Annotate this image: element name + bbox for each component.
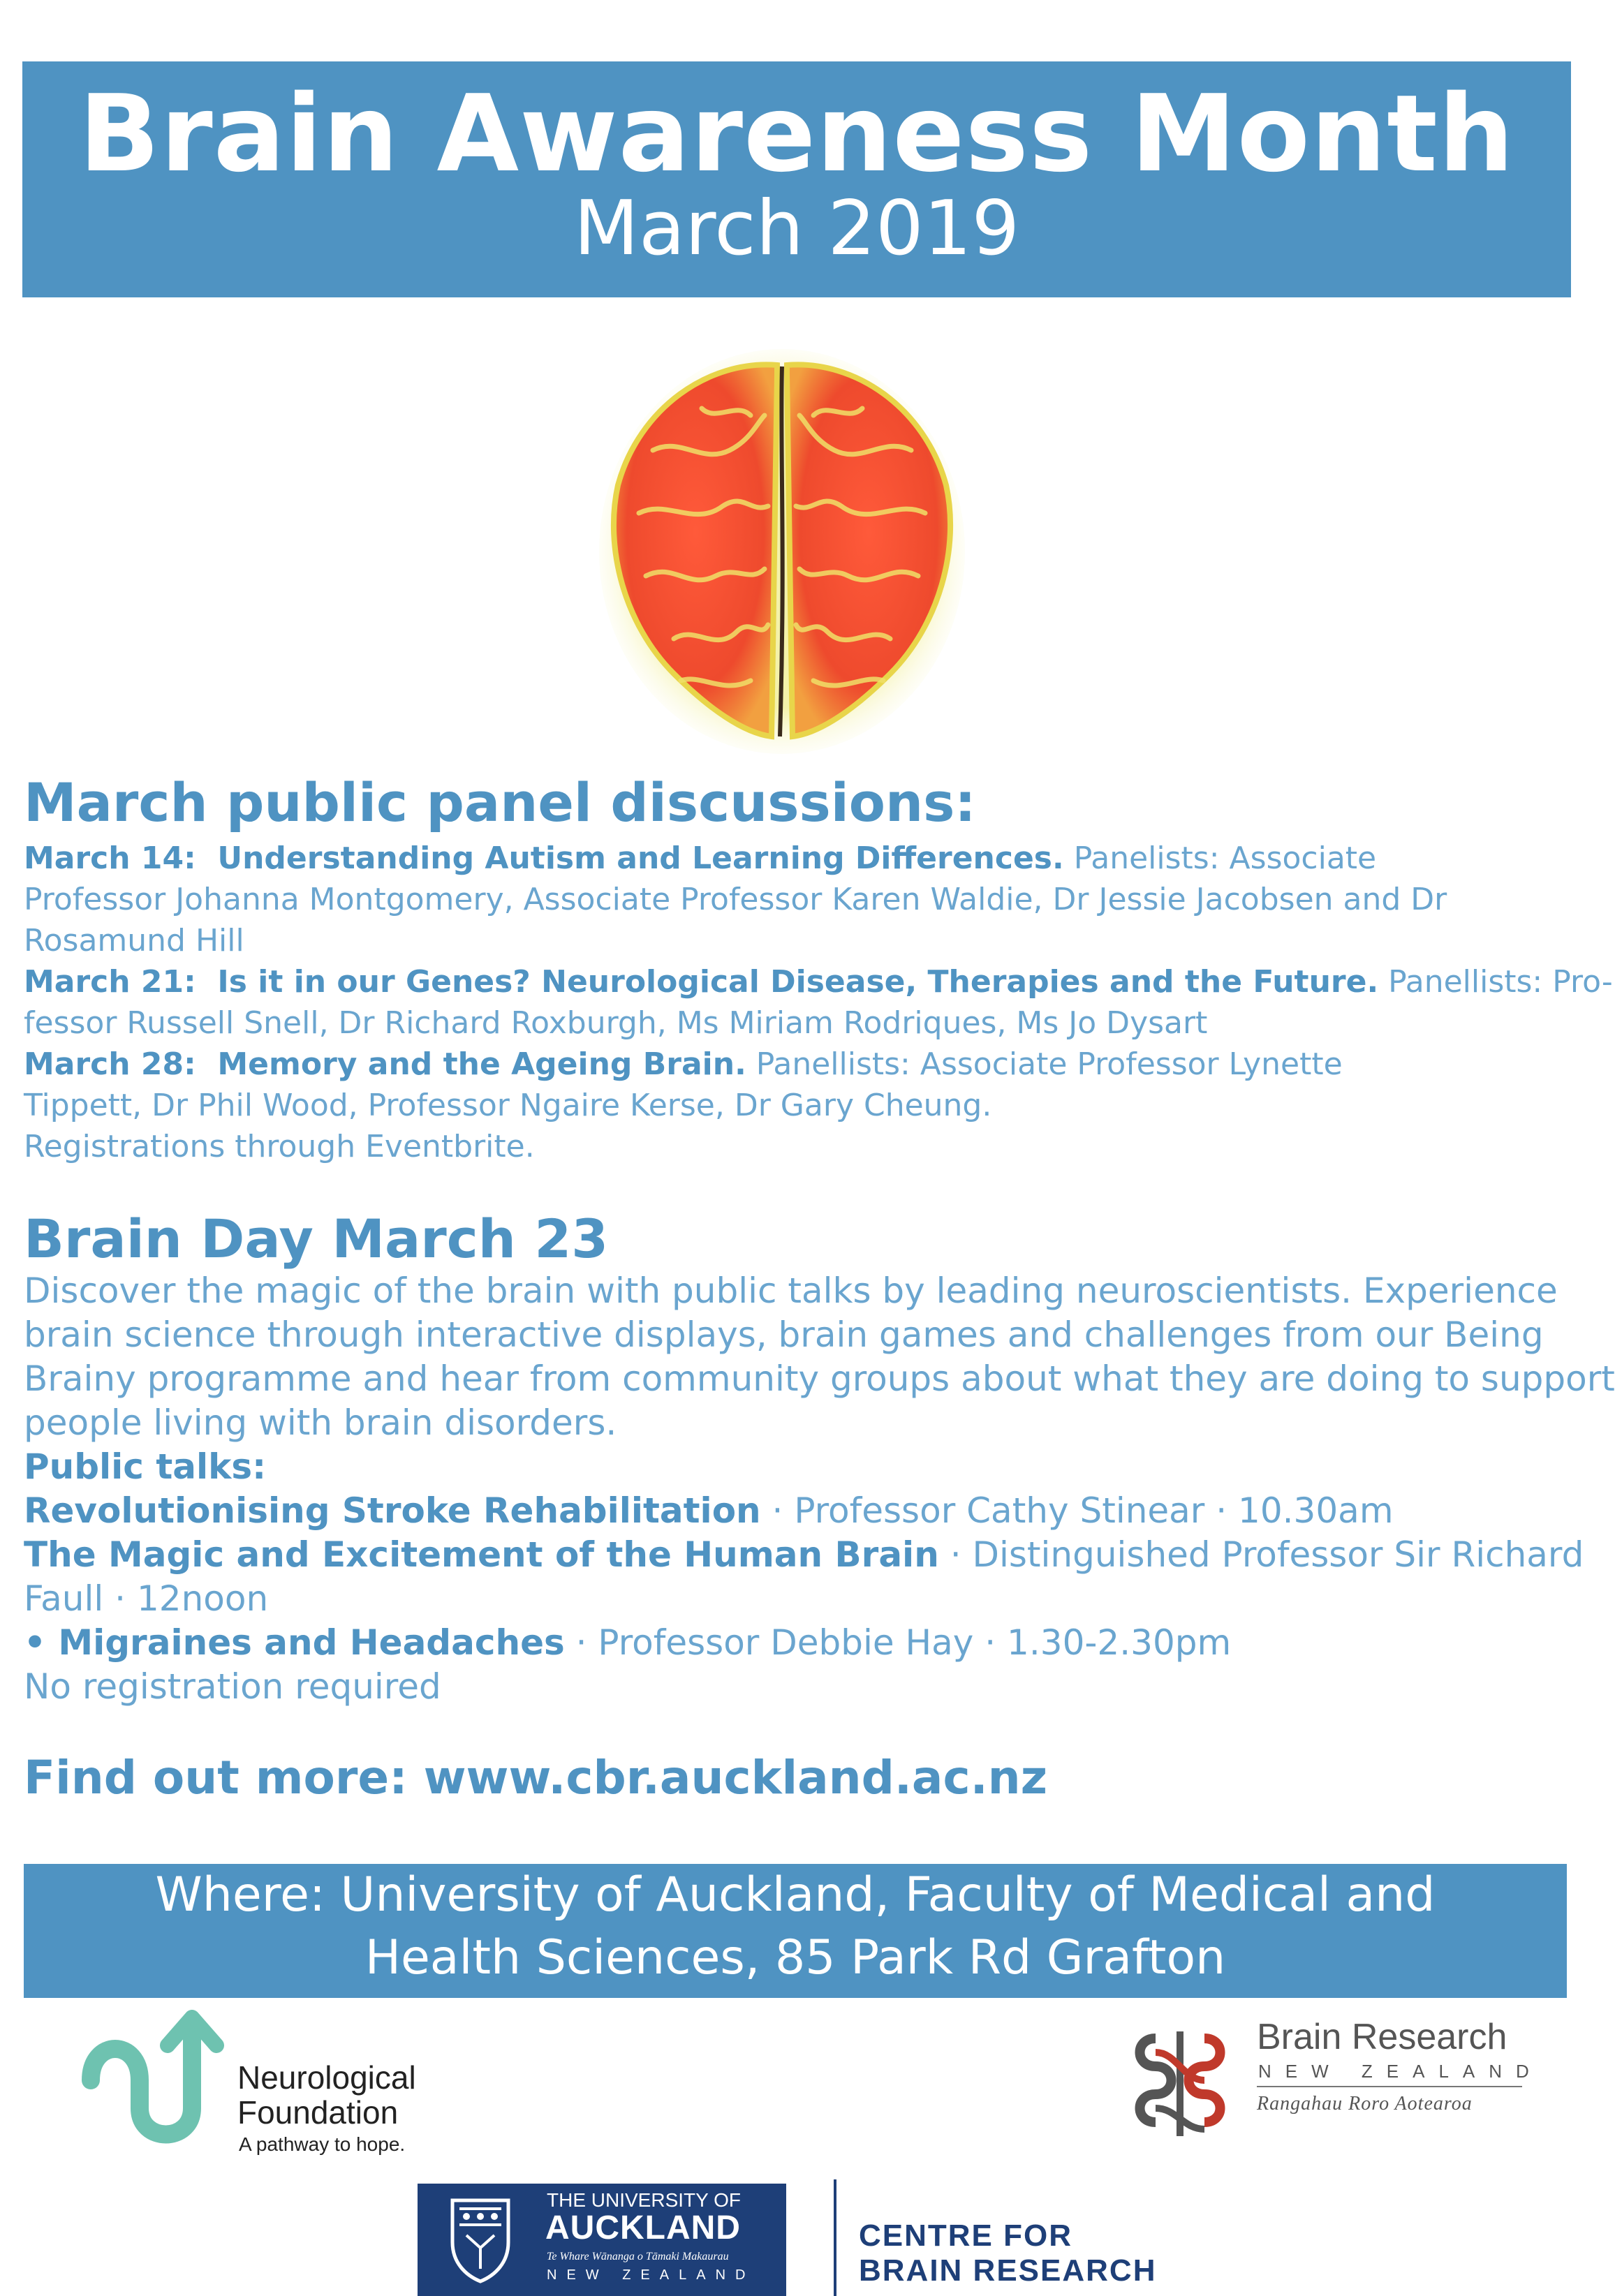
brain-research-nz-logo [1128,2024,1232,2143]
panel-item [24,838,1567,879]
talk-detail: · Professor Debbie Hay · 1.30-2.30pm [564,1622,1232,1663]
talk-item [24,1489,1567,1533]
brain-day-description: brain science through interactive displays, brain games and challenges from our Being [24,1314,1544,1355]
panel-panelists: Professor Johanna Montgomery, Associate Professor Karen Waldie, Dr Jessie Jacobsen and Dr [24,882,1447,917]
venue-banner [24,1864,1567,1998]
venue-line: Where: University of Auckland, Faculty of Medical and [155,1867,1436,1923]
panel-panelists: Panellists: Associate Professor Lynette [755,1046,1343,1082]
brnz-divider [1257,2086,1522,2087]
panel-discussions-list [24,838,1613,1167]
nf-tagline: A pathway to hope. [239,2133,406,2155]
uoa-crest-icon [445,2193,515,2284]
title-banner [22,61,1571,297]
panel-panelists: Tippett, Dr Phil Wood, Professor Ngaire Kerse, Dr Gary Cheung. [24,1088,992,1123]
brain-day-description: Brainy programme and hear from community groups about what they are doing to support [24,1358,1615,1399]
panel-title: Is it in our Genes? Neurological Disease, Therapies and the Future. [217,964,1379,1000]
talk-detail: · Distinguished Professor Sir Richard [938,1534,1584,1575]
talk-detail: · Professor Cathy Stinear · 10.30am [760,1490,1394,1531]
panel-date: March 14: [24,840,196,876]
uoa-line4: NEW ZEALAND [547,2267,755,2283]
cbr-line2: BRAIN RESEARCH [859,2253,1157,2288]
uoa-line3: Te Whare Wānanga o Tāmaki Makaurau [547,2251,729,2262]
panel-panelists: Panellists: Pro- [1388,964,1613,1000]
panel-title: Memory and the Ageing Brain. [217,1046,746,1082]
brnz-subtitle: NEW ZEALAND [1258,2061,1543,2082]
brain-day-description: people living with brain disorders. [24,1402,617,1443]
uoa-line1: THE UNIVERSITY OF [547,2189,741,2211]
talk-title: Migraines and Headaches [58,1622,565,1663]
talk-item [24,1621,1567,1665]
panel-item [24,1044,1567,1085]
no-registration-note: No registration required [24,1666,441,1707]
public-talks-heading: Public talks: [24,1446,267,1487]
panel-panelists: Panelists: Associate [1073,840,1377,876]
panel-date: March 28: [24,1046,196,1082]
panel-date: March 21: [24,964,196,1000]
talk-title: Revolutionising Stroke Rehabilitation [24,1490,761,1531]
uoa-line2: AUCKLAND [545,2209,741,2246]
university-of-auckland-logo [418,2184,786,2296]
brain-illustration [597,346,967,757]
talk-item [24,1533,1584,1577]
talk-title: The Magic and Excitement of the Human Brain [24,1534,939,1575]
brnz-knot-icon [1128,2024,1232,2143]
panel-panelists: fessor Russell Snell, Dr Richard Roxburgh, Ms Miriam Rodriques, Ms Jo Dysart [24,1005,1208,1041]
brnz-title: Brain Research [1257,2017,1507,2057]
nf-arrow-icon [77,2010,237,2150]
panel-title: Understanding Autism and Learning Differences. [217,840,1064,876]
brnz-maori-name: Rangahau Roro Aotearoa [1257,2093,1473,2114]
page-title: Brain Awareness Month [78,72,1515,195]
nf-name-line1: Neurological [237,2059,416,2096]
venue-line: Health Sciences, 85 Park Rd Grafton [364,1930,1226,1985]
cbr-divider [834,2179,836,2296]
panel-panelists: Rosamund Hill [24,923,244,958]
registration-note: Registrations through Eventbrite. [24,1129,535,1164]
cbr-line1: CENTRE FOR [859,2219,1072,2253]
talk-detail-cont: Faull · 12noon [24,1578,269,1619]
find-out-more-link[interactable]: Find out more: www.cbr.auckland.ac.nz [24,1751,1048,1805]
brain-day-heading: Brain Day March 23 [24,1208,609,1270]
page-subtitle: March 2019 [573,185,1020,272]
brain-day-description: Discover the magic of the brain with public talks by leading neuroscientists. Experience [24,1271,1558,1311]
panel-item [24,961,1613,1002]
nf-name-line2: Foundation [237,2094,399,2131]
talk-bullet: • [24,1622,59,1663]
panel-discussions-heading: March public panel discussions: [24,771,976,834]
brain-day-body [24,1269,1615,1709]
